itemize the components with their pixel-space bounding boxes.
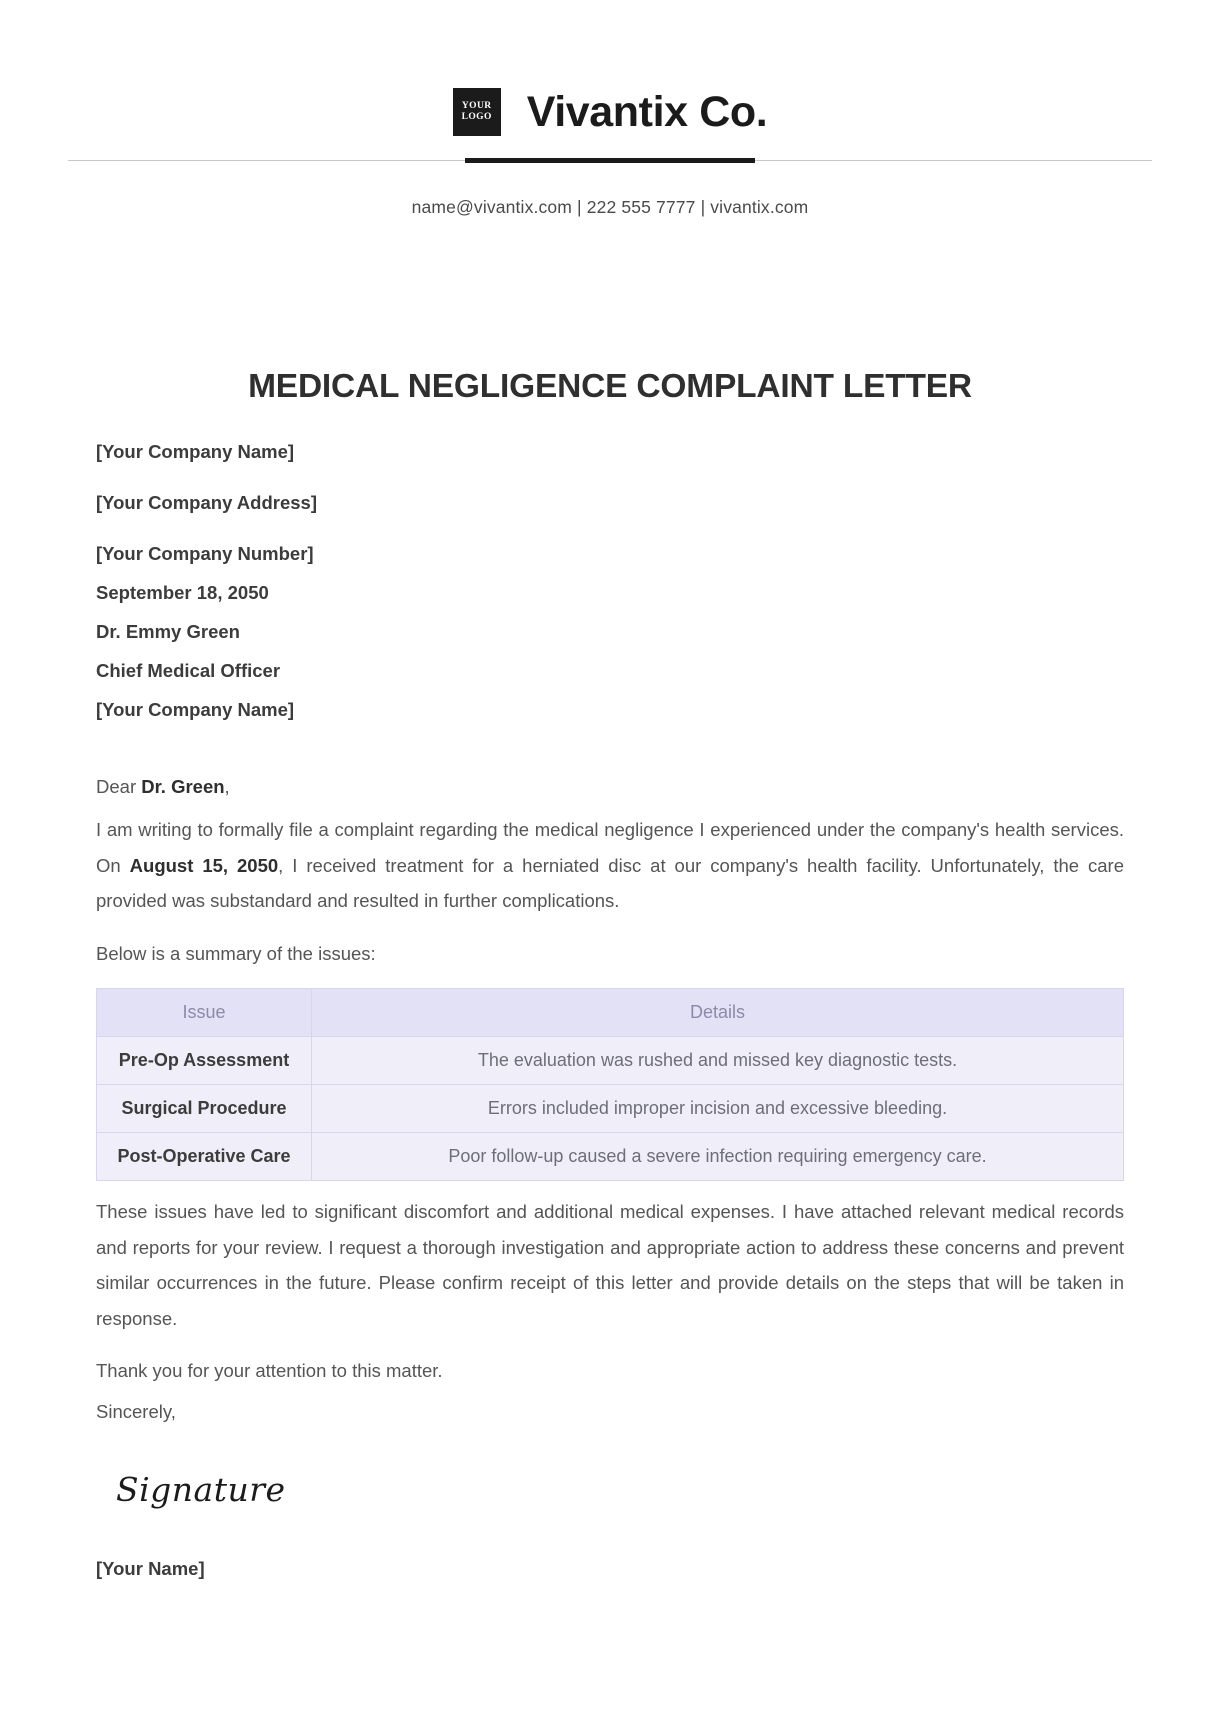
cell-details: The evaluation was rushed and missed key diagnostic tests.: [312, 1037, 1124, 1085]
letter-date: September 18, 2050: [96, 581, 269, 603]
intro-part-1: I am writing to formally file a complaint regarding the medical negligence I experienced under the company's health services. On: [96, 819, 1124, 876]
your-logo-placeholder-icon: [453, 88, 501, 136]
page-title: MEDICAL NEGLIGENCE COMPLAINT LETTER: [248, 368, 972, 405]
cell-details: Errors included improper incision and excessive bleeding.: [312, 1085, 1124, 1133]
table-row: [97, 1085, 1124, 1133]
salutation: [96, 773, 1124, 802]
divider-accent-bar: [465, 158, 755, 163]
cell-issue: Surgical Procedure: [97, 1085, 312, 1133]
cell-details: Poor follow-up caused a severe infection requiring emergency care.: [312, 1133, 1124, 1181]
company-name: Vivantix Co.: [526, 87, 768, 136]
recipient-title: Chief Medical Officer: [96, 660, 281, 682]
table-row: [97, 1133, 1124, 1181]
thank-you-line: Thank you for your attention to this matter.: [96, 1360, 443, 1382]
intro-part-2: , I received treatment for a herniated disc at our company's health facility. Unfortunately, the care provided was substandard and resulted in further complications.: [96, 854, 1124, 912]
intro-incident-date: August 15, 2050: [129, 854, 279, 876]
cell-issue: Post-Operative Care: [97, 1133, 312, 1181]
logo-line-1: YOUR: [461, 101, 492, 112]
table-lead-in: Below is a summary of the issues:: [96, 942, 376, 964]
column-header-issue: Issue: [97, 989, 312, 1037]
signer-name: [Your Name]: [96, 1558, 205, 1580]
table-row: [97, 1037, 1124, 1085]
salutation-recipient: Dr. Green: [141, 776, 225, 798]
sender-company-name: [Your Company Name]: [96, 440, 295, 462]
letterhead: [96, 0, 1124, 136]
issues-table: [96, 988, 1124, 1181]
recipient-name: Dr. Emmy Green: [96, 621, 240, 643]
issues-table-body: [97, 1037, 1124, 1181]
intro-paragraph: [96, 812, 1124, 919]
closing-paragraph: These issues have led to significant discomfort and additional medical expenses. I have attached relevant medical records and reports for your review. I request a thorough investigation and appropriate action to address these concerns and prevent similar occurrences in the future. Please confirm receipt of this letter and provide details on the steps that will be taken in response.: [96, 1201, 1124, 1330]
column-header-details: Details: [312, 989, 1124, 1037]
table-header-row: [97, 989, 1124, 1037]
salutation-prefix: Dear: [96, 776, 142, 798]
address-block: [96, 440, 1124, 722]
recipient-company-name: [Your Company Name]: [96, 699, 295, 721]
logo-line-2: LOGO: [461, 112, 492, 122]
contact-line: name@vivantix.com | 222 555 7777 | vivantix.com: [411, 197, 809, 217]
salutation-suffix: ,: [224, 776, 230, 798]
issues-table-head: [97, 989, 1124, 1037]
sender-company-address: [Your Company Address]: [96, 491, 317, 513]
cell-issue: Pre-Op Assessment: [97, 1037, 312, 1085]
sign-off-line: Sincerely,: [96, 1400, 176, 1422]
header-divider: [96, 158, 1124, 164]
signature-script: Signature: [116, 1470, 286, 1510]
sender-company-number: [Your Company Number]: [96, 542, 314, 564]
